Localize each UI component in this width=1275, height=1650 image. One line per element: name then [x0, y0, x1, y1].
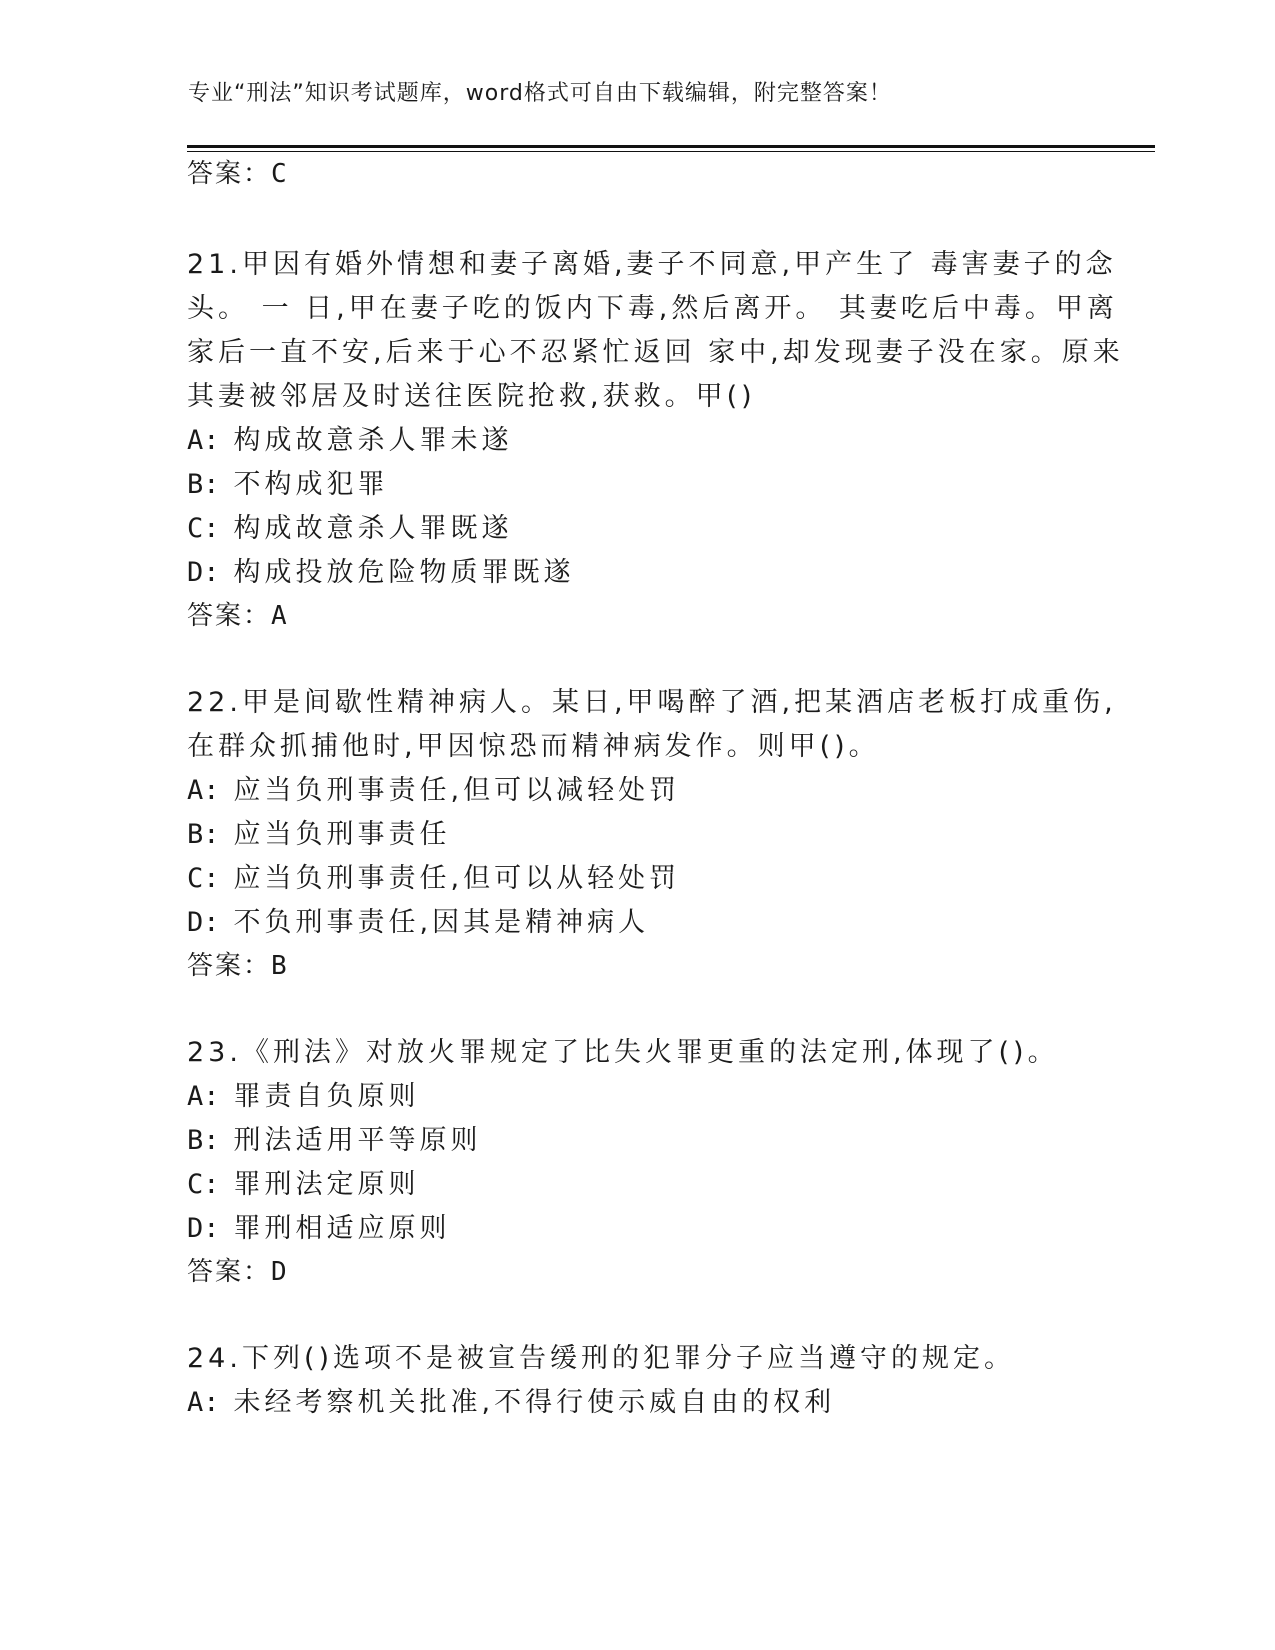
option-letter: D: — [187, 1213, 220, 1244]
question-line: 23.《刑法》对放火罪规定了比失火罪更重的法定刑,体现了()。 — [187, 1037, 1059, 1068]
answer-label: 答案： — [187, 601, 272, 631]
answer — [187, 1251, 289, 1288]
option-letter: D: — [187, 907, 220, 938]
option-letter: D: — [187, 557, 220, 588]
option-letter: A: — [187, 425, 220, 456]
option-letter: B: — [187, 819, 220, 850]
question-line: 头。 一 日,甲在妻子吃的饭内下毒,然后离开。 其妻吃后中毒。甲离 — [187, 293, 1118, 324]
answer-value: D — [271, 1257, 289, 1287]
question-line: 其妻被邻居及时送往医院抢救,获救。甲() — [187, 381, 756, 412]
answer-label: 答案： — [187, 159, 272, 189]
option-letter: C: — [187, 513, 220, 544]
option-text: 刑法适用平等原则 — [233, 1125, 482, 1156]
option-c — [187, 1162, 420, 1201]
option-letter: B: — [187, 469, 220, 500]
answer-label: 答案： — [187, 951, 272, 981]
answer — [187, 945, 289, 982]
option-text: 构成故意杀人罪未遂 — [233, 425, 513, 456]
option-text: 罪刑相适应原则 — [233, 1213, 451, 1244]
option-c — [187, 506, 513, 545]
answer-label: 答案： — [187, 1257, 272, 1287]
option-text: 应当负刑事责任,但可以减轻处罚 — [233, 775, 681, 806]
option-d — [187, 900, 649, 939]
answer-value: A — [271, 601, 289, 631]
option-b — [187, 1118, 482, 1157]
question-line: 家后一直不安,后来于心不忍紧忙返回 家中,却发现妻子没在家。原来 — [187, 337, 1124, 368]
option-letter: A: — [187, 1081, 220, 1112]
question-line: 22.甲是间歇性精神病人。某日,甲喝醉了酒,把某酒店老板打成重伤, — [187, 687, 1117, 718]
question-line: 24.下列()选项不是被宣告缓刑的犯罪分子应当遵守的规定。 — [187, 1343, 1016, 1374]
header-rule-thick — [187, 145, 1155, 148]
option-text: 应当负刑事责任 — [233, 819, 451, 850]
option-b — [187, 812, 451, 851]
option-text: 不构成犯罪 — [233, 469, 389, 500]
option-text: 应当负刑事责任,但可以从轻处罚 — [233, 863, 681, 894]
option-letter: A: — [187, 775, 220, 806]
option-c — [187, 856, 680, 895]
option-a — [187, 1380, 835, 1419]
option-a — [187, 1074, 420, 1113]
option-letter: A: — [187, 1387, 220, 1418]
header-rule-thin — [187, 151, 1155, 152]
option-text: 未经考察机关批准,不得行使示威自由的权利 — [233, 1387, 836, 1418]
option-text: 罪刑法定原则 — [233, 1169, 420, 1200]
option-b — [187, 462, 389, 501]
option-a — [187, 418, 513, 457]
answer-value: C — [271, 159, 289, 189]
option-letter: B: — [187, 1125, 220, 1156]
question-line: 21.甲因有婚外情想和妻子离婚,妻子不同意,甲产生了 毒害妻子的念 — [187, 249, 1117, 280]
option-text: 不负刑事责任,因其是精神病人 — [233, 907, 650, 938]
option-d — [187, 550, 575, 589]
option-text: 构成投放危险物质罪既遂 — [233, 557, 575, 588]
option-text: 构成故意杀人罪既遂 — [233, 513, 513, 544]
option-a — [187, 768, 680, 807]
prev-answer — [187, 153, 289, 190]
option-letter: C: — [187, 1169, 220, 1200]
answer-value: B — [271, 951, 289, 981]
question-line: 在群众抓捕他时,甲因惊恐而精神病发作。则甲()。 — [187, 731, 880, 762]
option-letter: C: — [187, 863, 220, 894]
header-title: 专业“刑法”知识考试题库，word格式可自由下载编辑，附完整答案！ — [188, 81, 892, 106]
option-text: 罪责自负原则 — [233, 1081, 420, 1112]
option-d — [187, 1206, 451, 1245]
answer — [187, 595, 289, 632]
